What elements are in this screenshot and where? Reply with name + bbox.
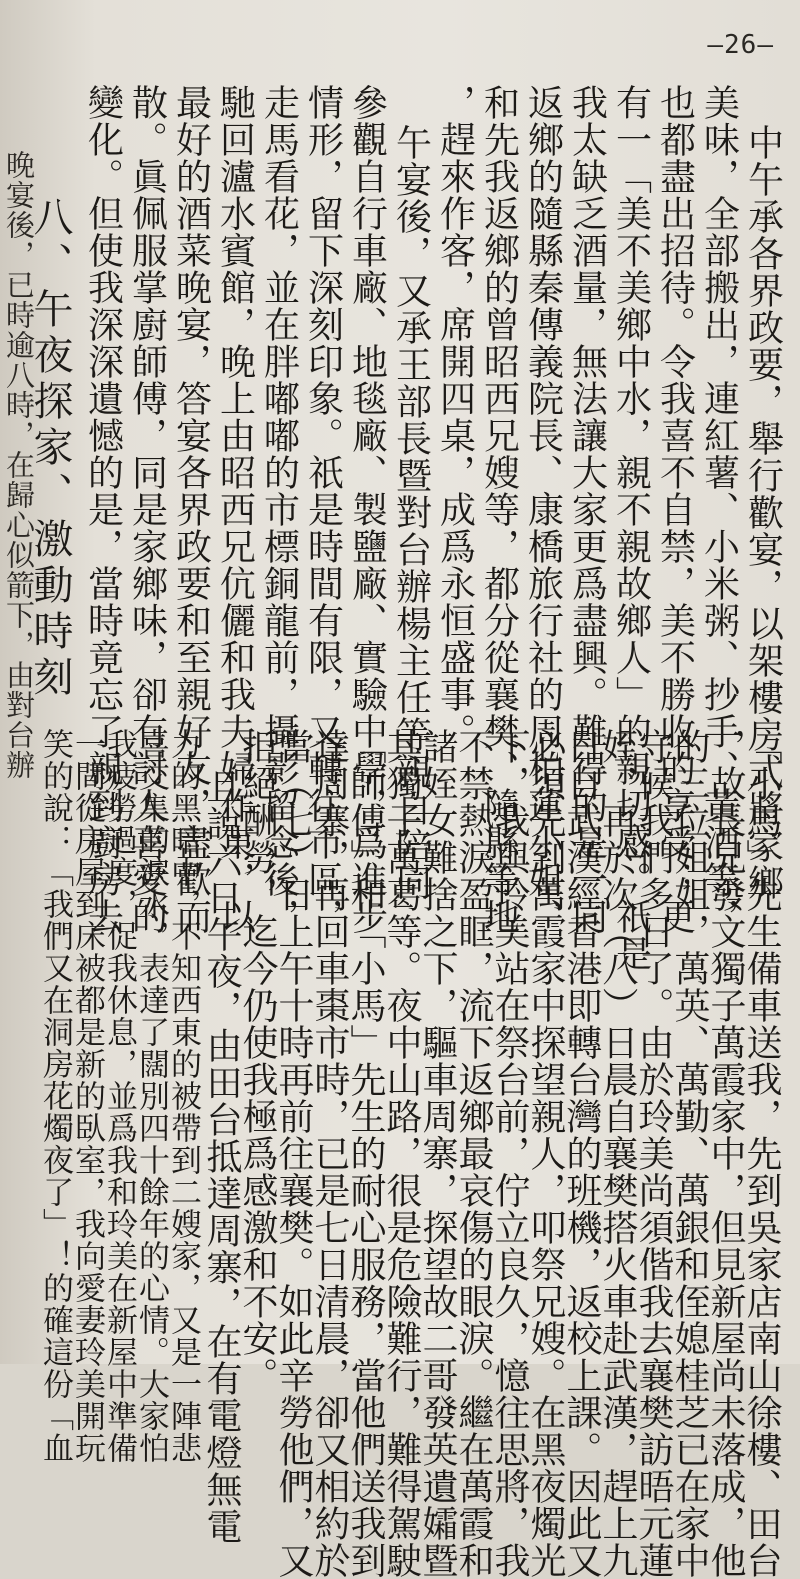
text-column: 喜交集的淚水，表達了闊別四十餘年的心情。大家怕 xyxy=(133,728,169,1464)
text-column: 晚宴後，已時逾八時，在歸心似箭下，由對台辦 xyxy=(2,150,36,780)
text-column: 諸姪女難捨之下，驅車周寨，探望故二哥發英遺孀暨 xyxy=(417,728,458,1579)
text-column: ，趕來作客，席開四桌，成爲永恒盛事。 xyxy=(434,84,476,750)
text-column: 情形，留下深刻印象。祇是時間有限，又轉往市區， xyxy=(302,84,344,935)
text-column: 和先我返鄉的曾昭西兄嫂等，都分從襄樊、隨縣等地 xyxy=(478,84,520,935)
text-column: 午宴後，又承王部長暨對台辦楊主任等親自陪同 xyxy=(390,124,432,901)
text-column: 一間從房屋到床被都是新的臥室，我向愛妻玲美開玩 xyxy=(69,728,105,1464)
text-column: 最好的酒菜晚宴，答宴各界政要和至親好友，盡歡而 xyxy=(170,84,212,935)
text-column: ，故長兄發文獨子萬霞家中，但見新屋尚未落成，他 xyxy=(705,728,746,1579)
text-column: 美味，全部搬出，連紅薯、小米粥、抄手、黃酒等， xyxy=(698,84,740,935)
text-column: 守候我們多日了。由於玲美尚須偕我去襄樊訪晤元蓮 xyxy=(633,728,674,1579)
text-column: 不禁熱淚盈眶，流下返鄉最哀傷的眼淚。繼在萬霞和 xyxy=(453,728,494,1579)
text-column: 中午承各界政要，舉行歡宴，以架樓房式將家鄉 xyxy=(742,124,784,901)
text-column: 也都盡出招待。令我喜不自禁，美不勝收的享受；更 xyxy=(654,84,696,935)
text-column: 「小馬」先生備車送我，先到吳家店南山徐樓、田台 xyxy=(741,728,782,1579)
text-column: 參觀自行車廠、地毯廠、製鹽廠、實驗中學，爲進步 xyxy=(346,84,388,935)
text-column: 有一「美不美鄉中水，親不親故鄉人」的親切感。祇是 xyxy=(610,84,652,972)
text-column: 拒絕酬勞，迄今仍使我極爲感激和不安。 xyxy=(237,728,278,1394)
text-column: 返鄉的隨縣秦傳義院長、康橋旅行社的周柏蓮小姐、 xyxy=(522,84,564,935)
section-heading: 八、午夜探家、激動時刻 xyxy=(27,196,73,702)
text-column: 下，我與玲美站在祭台前，佇立良久，憶往思將，我 xyxy=(489,728,530,1579)
text-column: 其獨子萬葛等。夜中山路，很是危險難行，難得駕駛 xyxy=(381,728,422,1579)
text-column: 姪，再於次（八）日晨自襄樊搭火車赴武漢，趕上九 xyxy=(597,728,638,1579)
text-column: 我太缺乏酒量，無法讓大家更爲盡興。難得的是一同 xyxy=(566,84,608,935)
text-column: 力的黑暗中，不知西東的被帶到二嫂家，又是一陣悲 xyxy=(165,728,201,1464)
text-column: 達周寨，再回車棗市時，已是七日清晨，卻又相約於 xyxy=(309,728,350,1579)
text-column: 必須先到萬霞家中探望親人，叩祭兄嫂。在黑夜燭光 xyxy=(525,728,566,1579)
text-column: 的三位姐姐，萬英、萬勤、萬銀和侄媳桂芝已在家中 xyxy=(669,728,710,1579)
text-column: 且說六日午夜，由田台抵達周寨，在有電燈無電 xyxy=(201,768,242,1545)
text-column: 笑的說：「我們又在洞房花燭夜了」！的確這份「血 xyxy=(37,728,73,1464)
text-column: 當（七）日上午十時再前往襄樊。如此辛勞他們，又 xyxy=(273,728,314,1579)
page-number: —26— xyxy=(707,30,774,60)
text-column: 變化。但使我深深遺憾的是，當時竟忘了親到廚房去 xyxy=(82,84,124,935)
text-column: 散。眞佩服掌廚師傅，同是家鄉味，卻有討人喜愛的 xyxy=(126,84,168,935)
text-column: 馳回瀘水賓館，晚上由昭西兄伉儷和我夫婦作東，以 xyxy=(214,84,256,935)
text-column: 我疲勞過度，促我休息，並爲我和玲美在新屋中準備 xyxy=(101,728,137,1464)
text-column: 日自武漢經香港即轉台灣的班機，返校上課。因此又 xyxy=(561,728,602,1579)
text-column: 走馬看花，並在胖嘟嘟的市標銅龍前，攝影留念後， xyxy=(258,84,300,935)
text-column: 「師傅」和「小馬」先生的耐心服務，當他們送我到 xyxy=(345,728,386,1579)
